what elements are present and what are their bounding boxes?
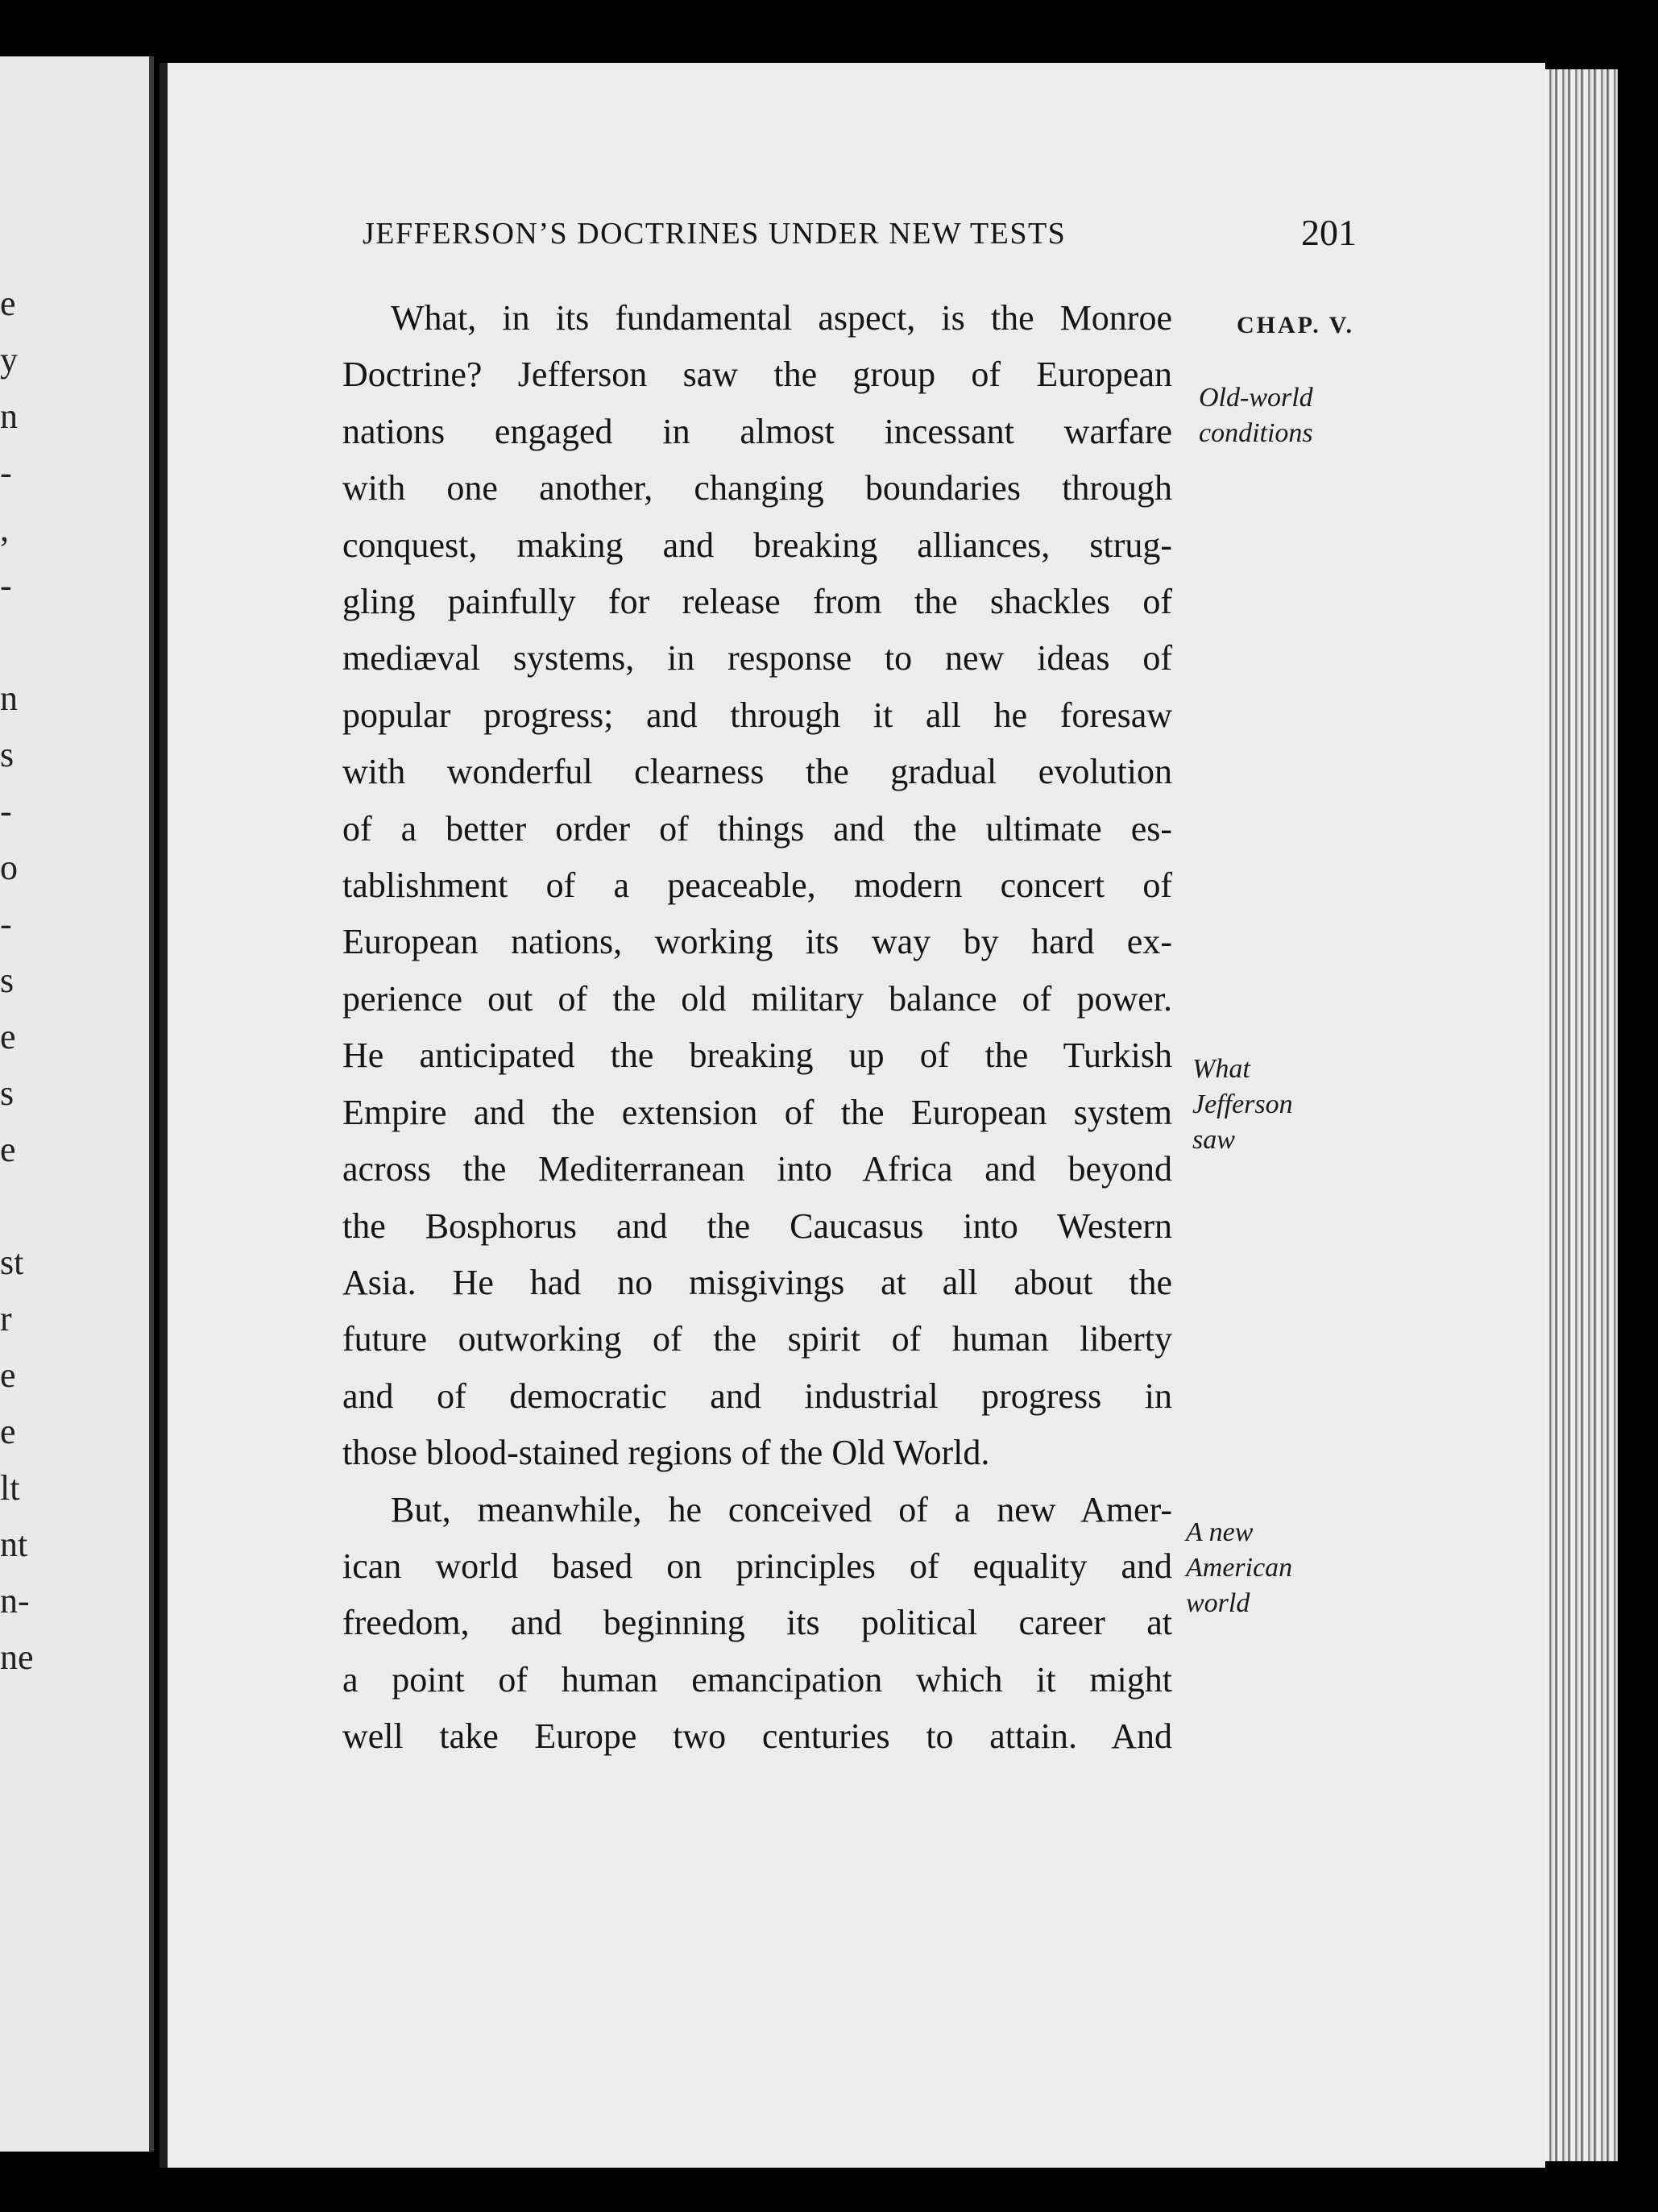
marginal-note-old-world [1199, 380, 1313, 451]
text-line: perience out of the old military balance of power. [342, 978, 1172, 1019]
text-line: those blood-stained regions of the Old World. [342, 1433, 990, 1473]
prev-page-fragment: r [0, 1299, 12, 1338]
running-title: JEFFERSON’S DOCTRINES UNDER NEW TESTS [363, 217, 1067, 251]
text-line: Empire and the extension of the European system [342, 1092, 1172, 1132]
marginal-note-line: conditions [1199, 418, 1313, 448]
marginal-note-line: world [1186, 1588, 1250, 1618]
prev-page-fragment: e [0, 284, 16, 323]
text-line: What, in its fundamental aspect, is the Monroe [391, 298, 1172, 338]
prev-page-fragment: o [0, 848, 18, 887]
text-line: of a better order of things and the ultimate es- [342, 808, 1172, 849]
marginal-note-line: American [1186, 1553, 1293, 1583]
text-line: well take Europe two centuries to attain. And [342, 1716, 1172, 1757]
text-line: with wonderful clearness the gradual evolution [342, 752, 1172, 792]
prev-page-fragment: e [0, 1412, 16, 1451]
prev-page-fragment: s [0, 1073, 15, 1113]
prev-page-fragment: e [0, 1355, 16, 1395]
text-line: with one another, changing boundaries through [342, 468, 1172, 508]
marginal-note-line: A new [1186, 1517, 1254, 1547]
text-line: gling painfully for release from the shackles of [342, 582, 1172, 622]
marginal-note-what-jefferson-saw [1192, 1052, 1293, 1158]
prev-page-fragment: nt [0, 1525, 28, 1564]
page-edge-stack [1545, 69, 1618, 2161]
marginal-note-line: Old-world [1199, 383, 1313, 413]
text-line: conquest, making and breaking alliances, strug- [342, 525, 1172, 565]
text-line: and of democratic and industrial progress in [342, 1376, 1172, 1416]
text-line: European nations, working its way by hard ex- [342, 922, 1172, 962]
marginal-note-line: saw [1192, 1125, 1235, 1155]
marginal-note-new-american-world [1186, 1515, 1292, 1621]
text-line: nations engaged in almost incessant warfare [342, 411, 1172, 451]
text-line: a point of human emancipation which it might [342, 1659, 1172, 1699]
prev-page-fragment: - [0, 791, 12, 831]
prev-page-fragment: st [0, 1243, 24, 1282]
prev-page-fragment: n [0, 396, 18, 436]
prev-page-fragment: y [0, 340, 18, 380]
text-line: freedom, and beginning its political career at [342, 1603, 1172, 1643]
text-line: Doctrine? Jefferson saw the group of European [342, 355, 1172, 395]
text-line: popular progress; and through it all he foresaw [342, 695, 1172, 735]
previous-page-edge [0, 56, 154, 2152]
prev-page-fragment: , [0, 509, 9, 549]
prev-page-fragment: s [0, 961, 15, 1000]
chapter-label: CHAP. V. [1237, 312, 1354, 338]
prev-page-fragment: n- [0, 1581, 30, 1621]
text-line: the Bosphorus and the Caucasus into Western [342, 1206, 1172, 1246]
text-line: mediæval systems, in response to new ideas of [342, 638, 1172, 679]
prev-page-fragment: s [0, 735, 15, 774]
prev-page-fragment: - [0, 566, 12, 605]
text-line: across the Mediterranean into Africa and beyond [342, 1149, 1172, 1189]
prev-page-fragment: lt [0, 1468, 20, 1508]
text-line: tablishment of a peaceable, modern concert of [342, 865, 1172, 906]
prev-page-fragment: - [0, 904, 12, 944]
text-line: But, meanwhile, he conceived of a new Amer- [391, 1489, 1172, 1529]
marginal-note-line: Jefferson [1192, 1089, 1293, 1119]
prev-page-fragment: ne [0, 1637, 34, 1677]
prev-page-fragment: e [0, 1130, 16, 1169]
page-number: 201 [1301, 212, 1357, 253]
text-line: He anticipated the breaking up of the Turkish [342, 1035, 1172, 1076]
body-text [342, 290, 1172, 1766]
prev-page-fragment: e [0, 1017, 16, 1056]
prev-page-fragment: - [0, 453, 12, 492]
prev-page-fragment: n [0, 679, 18, 718]
text-line: Asia. He had no misgivings at all about the [342, 1262, 1172, 1302]
text-line: ican world based on principles of equality and [342, 1546, 1172, 1586]
marginal-note-line: What [1192, 1054, 1250, 1084]
text-line: future outworking of the spirit of human liberty [342, 1319, 1172, 1359]
